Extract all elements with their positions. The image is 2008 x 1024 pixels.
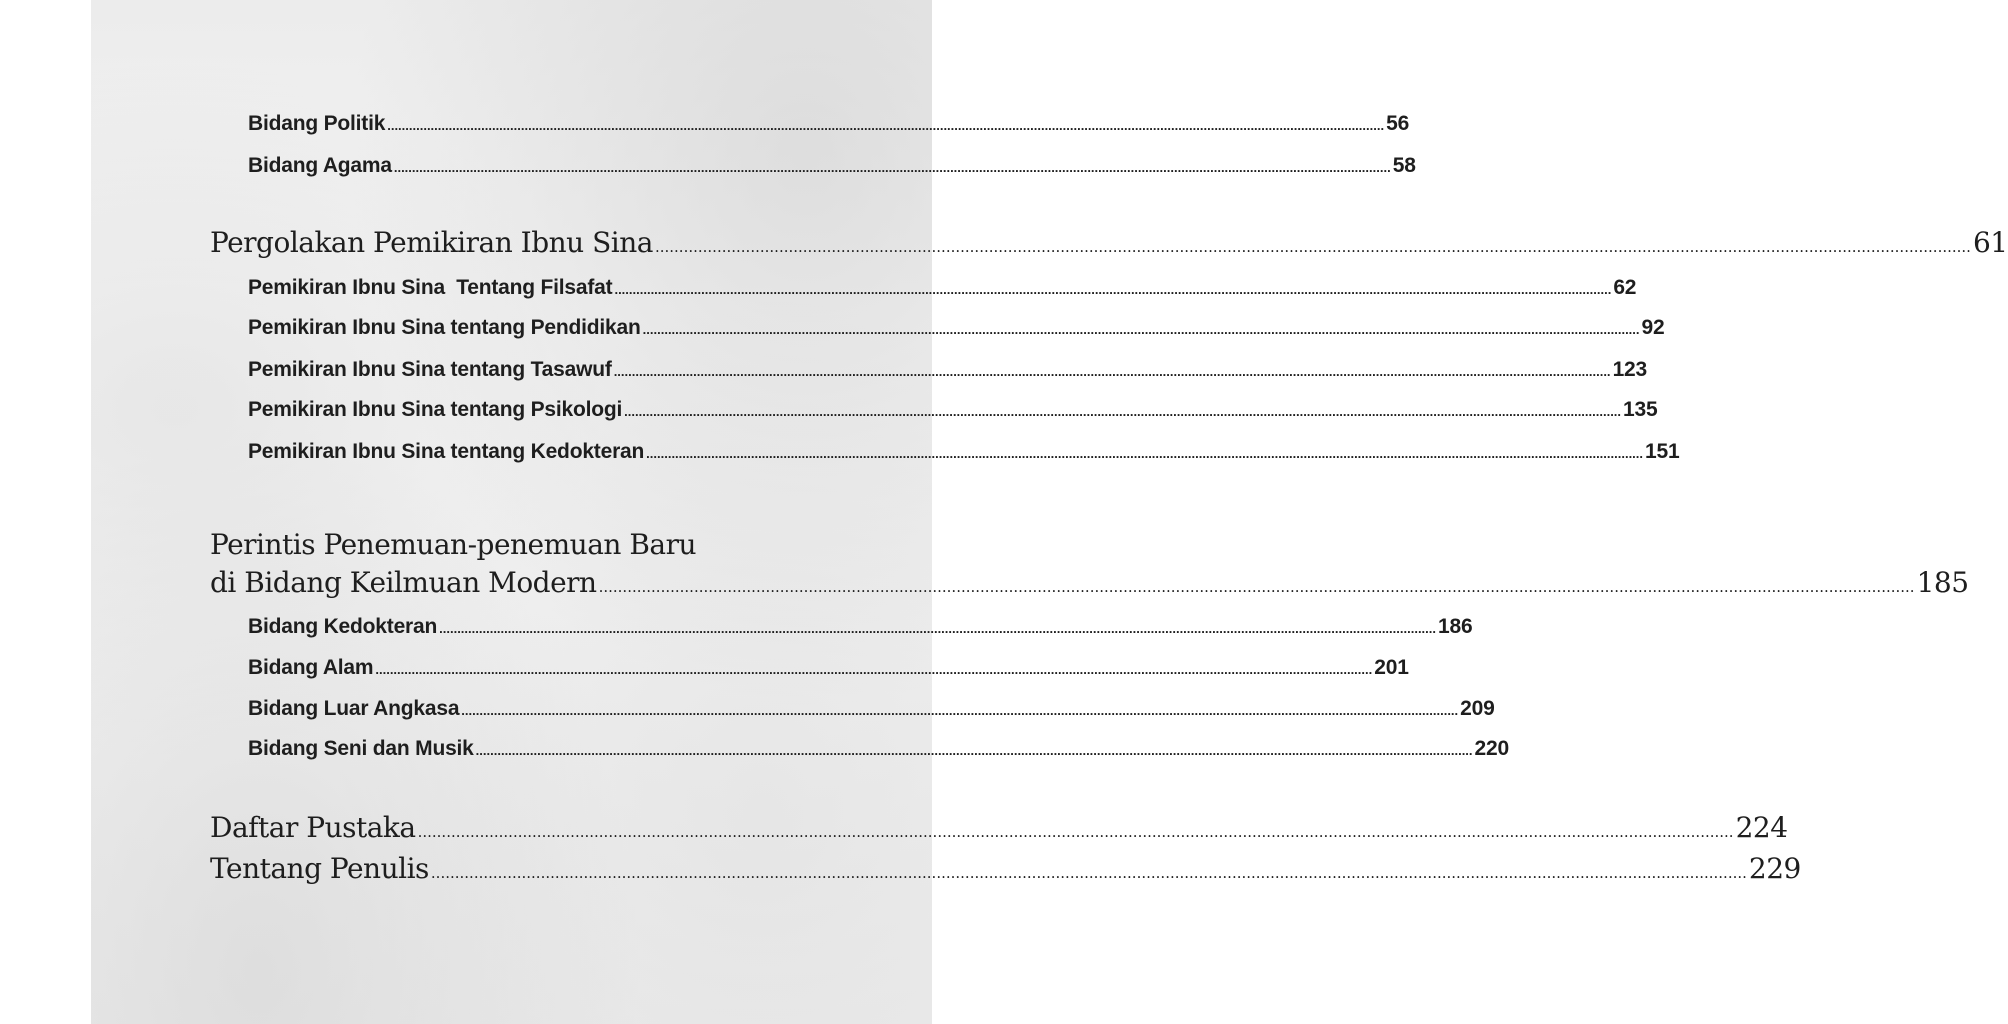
toc-section-title: Daftar Pustaka bbox=[210, 811, 416, 844]
toc-entry-bidang-politik bbox=[248, 112, 1410, 136]
dot-leader bbox=[624, 404, 1621, 419]
toc-section-title-line1: Perintis Penemuan-penemuan Baru bbox=[210, 528, 697, 561]
toc-entry-page: 186 bbox=[1438, 615, 1473, 638]
toc-section-title-line2: di Bidang Keilmuan Modern bbox=[210, 566, 597, 599]
toc-section-ibnu-sina bbox=[210, 226, 2008, 259]
toc-entry-label: Bidang Seni dan Musik bbox=[248, 737, 474, 760]
toc-entry-label: Bidang Politik bbox=[248, 112, 386, 135]
toc-daftar-pustaka bbox=[210, 811, 1788, 844]
toc-entry-bidang-alam bbox=[248, 656, 1409, 680]
toc-entry-psikologi bbox=[248, 398, 1658, 422]
toc-entry-label: Pemikiran Ibnu Sina tentang Kedokteran bbox=[248, 440, 645, 463]
toc-entry-page: 62 bbox=[1613, 276, 1637, 299]
dot-leader bbox=[431, 864, 1747, 882]
toc-entry-page: 151 bbox=[1645, 440, 1680, 463]
toc-entry-page: 58 bbox=[1392, 154, 1416, 177]
dot-leader bbox=[418, 823, 1734, 841]
toc-entry-bidang-luar-angkasa bbox=[248, 697, 1495, 721]
dot-leader bbox=[461, 703, 1458, 718]
toc-entry-page: 123 bbox=[1612, 358, 1648, 381]
toc-entry-page: 135 bbox=[1623, 398, 1658, 421]
toc-entry-bidang-kedokteran bbox=[248, 615, 1473, 639]
toc-entry-filsafat bbox=[248, 276, 1637, 300]
toc-entry-pendidikan bbox=[248, 316, 1665, 340]
toc-entry-label: Pemikiran Ibnu Sina tentang Tasawuf bbox=[248, 358, 612, 381]
dot-leader bbox=[614, 364, 1611, 379]
toc-entry-label: Pemikiran Ibnu Sina Tentang Filsafat bbox=[248, 276, 613, 299]
toc-entry-bidang-seni-musik bbox=[248, 737, 1509, 761]
toc-entry-bidang-agama bbox=[248, 154, 1416, 178]
toc-entry-kedokteran-ibnu-sina bbox=[248, 440, 1680, 464]
table-of-contents bbox=[91, 0, 2008, 1024]
toc-section-page: 224 bbox=[1735, 811, 1788, 844]
toc-entry-page: 209 bbox=[1460, 697, 1495, 720]
dot-leader bbox=[655, 238, 1971, 256]
dot-leader bbox=[614, 282, 1611, 297]
toc-entry-label: Bidang Kedokteran bbox=[248, 615, 438, 638]
toc-entry-label: Pemikiran Ibnu Sina tentang Pendidikan bbox=[248, 316, 641, 339]
dot-leader bbox=[375, 662, 1372, 677]
toc-entry-label: Bidang Agama bbox=[248, 154, 392, 177]
toc-section-perintis bbox=[210, 566, 1969, 599]
dot-leader bbox=[599, 578, 1915, 596]
toc-entry-page: 201 bbox=[1374, 656, 1409, 679]
toc-tentang-penulis bbox=[210, 852, 1801, 885]
dot-leader bbox=[476, 743, 1473, 758]
toc-entry-page: 220 bbox=[1474, 737, 1509, 760]
toc-entry-label: Pemikiran Ibnu Sina tentang Psikologi bbox=[248, 398, 623, 421]
toc-section-page: 185 bbox=[1916, 566, 1969, 599]
dot-leader bbox=[643, 322, 1640, 337]
toc-entry-label: Bidang Alam bbox=[248, 656, 374, 679]
toc-section-page: 229 bbox=[1748, 852, 1801, 885]
toc-entry-page: 56 bbox=[1386, 112, 1410, 135]
toc-section-title: Tentang Penulis bbox=[210, 852, 429, 885]
dot-leader bbox=[387, 118, 1384, 133]
dot-leader bbox=[439, 621, 1436, 636]
dot-leader bbox=[394, 160, 1391, 175]
toc-section-page: 61 bbox=[1972, 226, 2008, 259]
toc-entry-tasawuf bbox=[248, 358, 1648, 382]
toc-entry-page: 92 bbox=[1641, 316, 1665, 339]
dot-leader bbox=[646, 446, 1643, 461]
toc-section-title: Pergolakan Pemikiran Ibnu Sina bbox=[210, 226, 653, 259]
book-page bbox=[91, 0, 2008, 1024]
toc-entry-label: Bidang Luar Angkasa bbox=[248, 697, 460, 720]
